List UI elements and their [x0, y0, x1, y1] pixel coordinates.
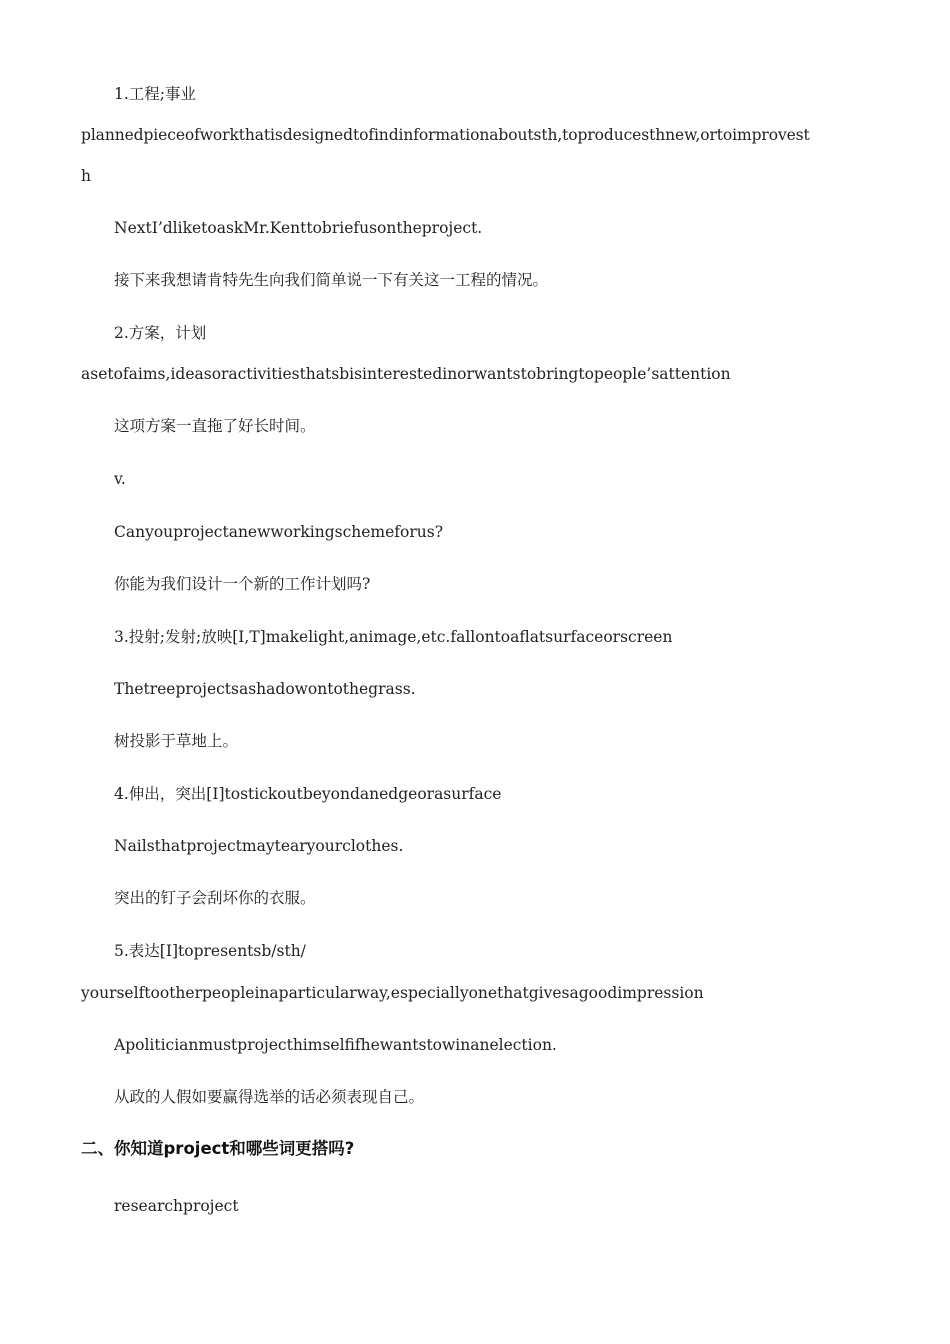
sense-3-example-english: Thetreeprojectsashadowontothegrass. — [114, 680, 416, 698]
sense-2-example-chinese: 这项方案一直拖了好长时间。 — [114, 417, 316, 435]
sense-2-definition: asetofaims,ideasoractivitiesthatsbisinterestedinorwantstobringtopeople’sattention — [81, 365, 731, 383]
sense-4-example-chinese: 突出的钉子会刮坏你的衣服。 — [114, 889, 316, 907]
sense-3-title: 3.投射;发射;放映[I,T]makelight,animage,etc.fallontoaflatsurfaceorscreen — [114, 628, 673, 646]
sense-1-definition-continued: h — [81, 167, 91, 185]
sense-5-definition: yourselftootherpeopleinaparticularway,especiallyonethatgivesagoodimpression — [81, 984, 704, 1002]
sense-5-title: 5.表达[I]topresentsb/sth/ — [114, 942, 306, 960]
verb-example-english: Canyouprojectanewworkingschemeforus? — [114, 523, 444, 541]
sense-4-title: 4.伸出，突出[I]tostickoutbeyondanedgeorasurface — [114, 785, 502, 803]
section-2-heading: 二、你知道project和哪些词更搭吗? — [81, 1139, 355, 1158]
sense-1-example-english: NextI’dliketoaskMr.Kenttobriefusontheproject. — [114, 219, 483, 237]
sense-1-definition: plannedpieceofworkthatisdesignedtofindinformationaboutsth,toproducesthnew,ortoimprovest — [81, 126, 810, 144]
sense-2-title: 2.方案，计划 — [114, 324, 207, 342]
sense-3-example-chinese: 树投影于草地上。 — [114, 732, 239, 750]
verb-label: v. — [114, 470, 126, 488]
collocation-item: researchproject — [114, 1197, 239, 1215]
verb-example-chinese: 你能为我们设计一个新的工作计划吗? — [114, 575, 371, 593]
sense-5-example-chinese: 从政的人假如要赢得选举的话必须表现自己。 — [114, 1088, 425, 1106]
sense-5-example-english: Apoliticianmustprojecthimselfifhewantstowinanelection. — [114, 1036, 557, 1054]
sense-1-title: 1.工程;事业 — [114, 85, 197, 103]
sense-4-example-english: Nailsthatprojectmaytearyourclothes. — [114, 837, 404, 855]
sense-1-example-chinese: 接下来我想请肯特先生向我们简单说一下有关这一工程的情况。 — [114, 271, 549, 289]
